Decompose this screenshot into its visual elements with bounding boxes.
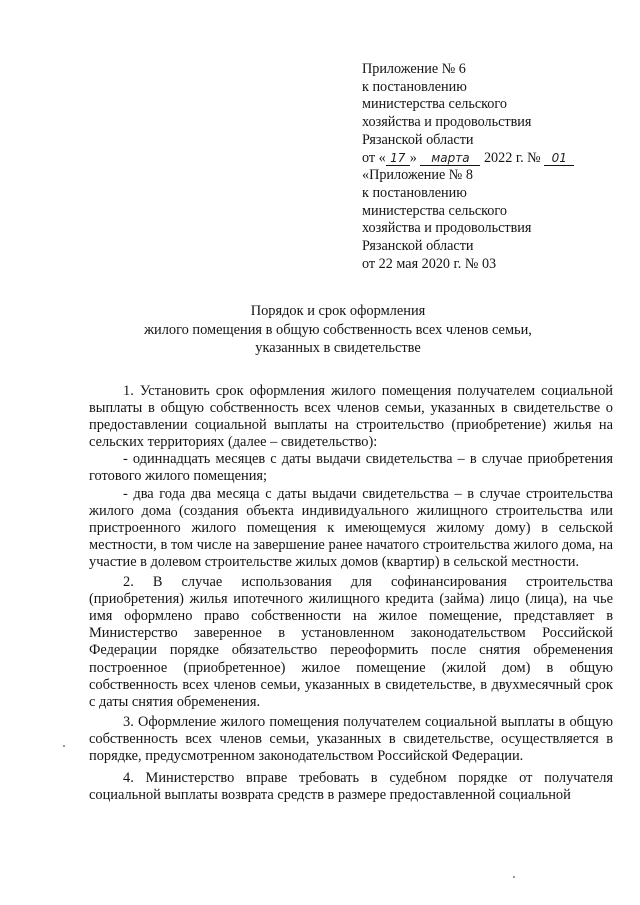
handwritten-day: 17 — [386, 152, 410, 166]
paragraph-2: 2. В случае использования для софинансирования строительства (приобретения) жилья ипотечного жилищного кредита (займа) лицо (лица), на чье имя оформлено право собственности на жилое помещение, представляет в Министерство заверенное в установленном законодательством Российской Федерации порядке обязательство переоформить после снятия обременения построенное (приобретенное) жилое помещение (жилой дом) в общую собственность всех членов семьи, указанных в свидетельстве, в двухмесячный срок с даты снятия обременения. — [89, 574, 613, 710]
date-year: 2022 г. № — [483, 149, 541, 166]
appendix-date-line — [362, 150, 622, 168]
title-line: Порядок и срок оформления — [250, 303, 426, 319]
handwritten-month: марта — [420, 152, 480, 166]
date-prefix: от « — [362, 149, 386, 166]
appendix-line: к постановлению — [362, 78, 467, 95]
paragraph-1: 1. Установить срок оформления жилого помещения получателем социальной выплаты в общую собственность всех членов семьи, указанных в свидетельстве о предоставлении социальной выплаты на строительство (приобретение) жилья на сельских территориях (далее – свидетельство): — [89, 383, 613, 451]
appendix-line: от 22 мая 2020 г. № 03 — [362, 255, 497, 272]
appendix-line: Приложение № 6 — [362, 61, 466, 77]
document-title — [90, 302, 586, 358]
handwritten-number: 01 — [544, 152, 574, 166]
appendix-line: Рязанской области — [362, 238, 474, 255]
paragraph-1-item-a: - одиннадцать месяцев с даты выдачи свидетельства – в случае приобретения готового жилого помещения; — [89, 451, 613, 485]
appendix-line: «Приложение № 8 — [362, 167, 473, 184]
title-line: жилого помещения в общую собственность всех членов семьи, — [144, 321, 532, 338]
date-quote-close: » — [409, 149, 417, 166]
scan-speck — [63, 745, 65, 747]
appendix-line: к постановлению — [362, 184, 467, 201]
appendix-block — [362, 61, 622, 273]
paragraph-1-item-b: - два года два месяца с даты выдачи свидетельства – в случае строительства жилого дома (создания объекта индивидуального жилищного строительства или пристроенного жилого помещения к имеющемуся жилому дому) в сельской местности, в том числе на завершение ранее начатого строительства жилого дома, на участие в долевом строительстве жилых домов (квартир) в сельской местности. — [89, 485, 613, 570]
appendix-line: Рязанской области — [362, 131, 474, 148]
appendix-line: министерства сельского — [362, 202, 507, 219]
paragraph-4: 4. Министерство вправе требовать в судебном порядке от получателя социальной выплаты возврата средств в размере предоставленной социальной — [89, 770, 613, 804]
title-line: указанных в свидетельстве — [255, 340, 421, 356]
appendix-line: хозяйства и продовольствия — [362, 220, 532, 237]
paragraph-3: 3. Оформление жилого помещения получателем социальной выплаты в общую собственность всех членов семьи, указанных в свидетельстве, осуществляется в порядке, предусмотренном законодательством Российской Федерации. — [89, 713, 613, 764]
scan-speck — [513, 876, 515, 878]
appendix-line: министерства сельского — [362, 96, 507, 113]
appendix-line: хозяйства и продовольствия — [362, 114, 532, 131]
document-body — [89, 383, 613, 804]
